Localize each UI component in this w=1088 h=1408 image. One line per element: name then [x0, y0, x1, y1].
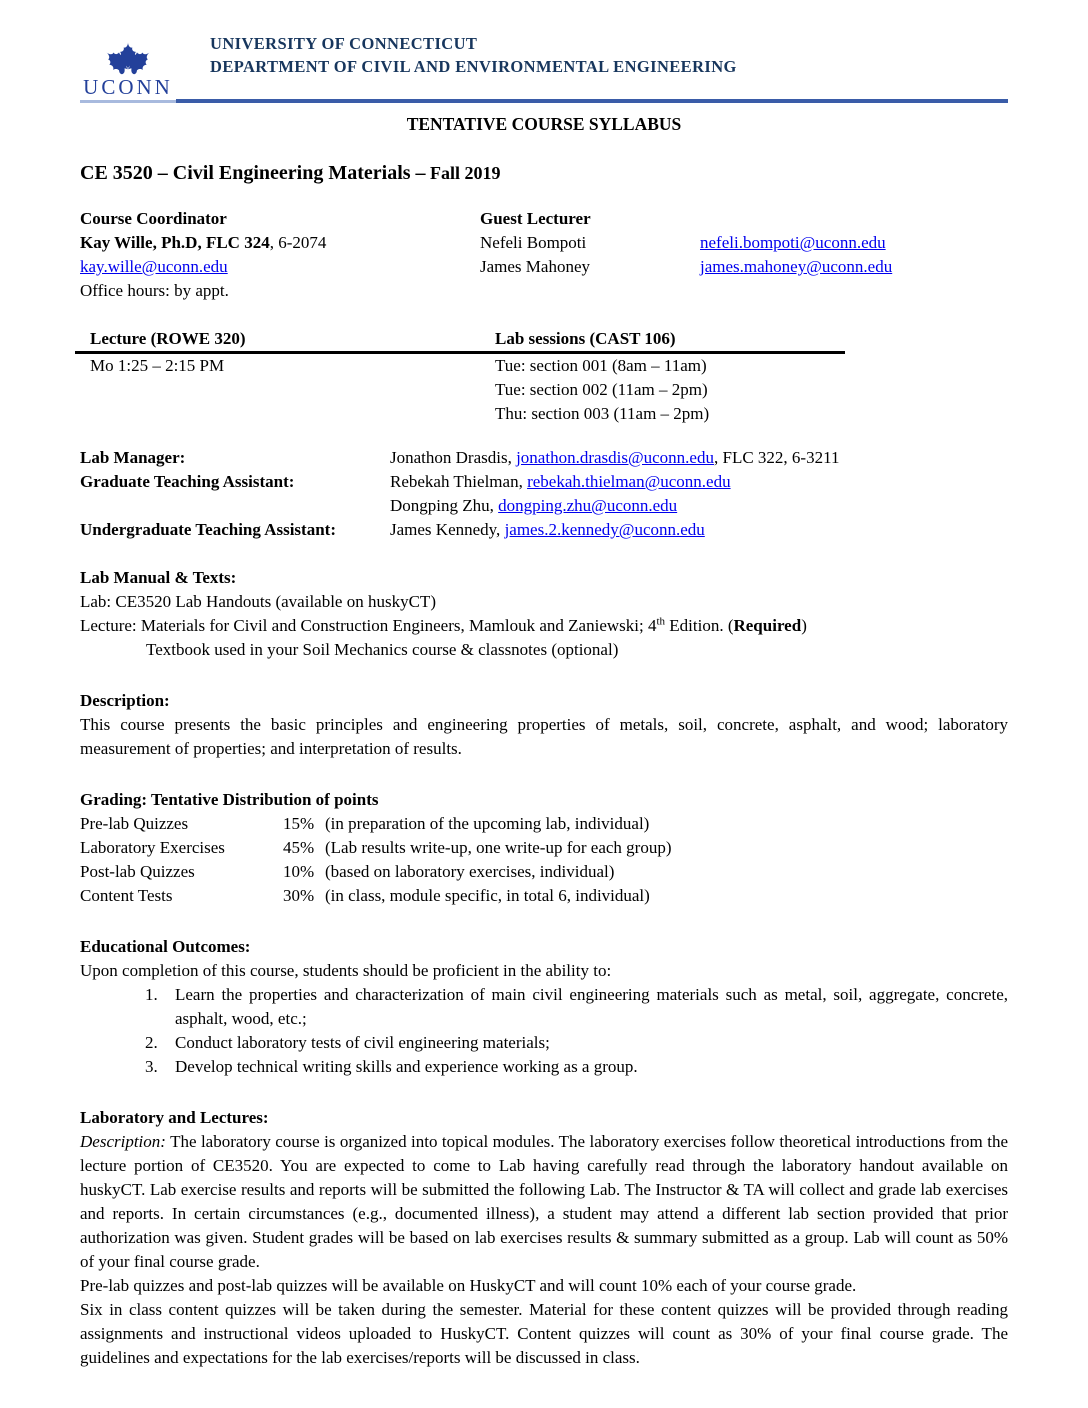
lab-manual-texts-section [80, 566, 1008, 662]
schedule-body-row [75, 354, 845, 426]
textbook-line: Textbook used in your Soil Mechanics course & classnotes (optional) [146, 640, 619, 659]
guest-name: Nefeli Bompoti [480, 233, 587, 252]
uconn-wordmark: UCONN [83, 75, 173, 99]
guest-email-link[interactable]: nefeli.bompoti@uconn.edu [700, 233, 886, 252]
description-label: Description: [80, 1132, 166, 1151]
lab-session: Tue: section 001 (8am – 11am) [495, 356, 707, 375]
department-name: DEPARTMENT OF CIVIL AND ENVIRONMENTAL ENGINEERING [210, 57, 737, 76]
schedule-table [75, 327, 845, 426]
document-title: TENTATIVE COURSE SYLLABUS [406, 114, 682, 134]
staff-email-link[interactable]: james.2.kennedy@uconn.edu [504, 520, 705, 539]
laboratory-paragraph-2: Pre-lab quizzes and post-lab quizzes will be available on HuskyCT and will count 10% each of your course grade. [80, 1276, 857, 1295]
outcome-item: 3. Develop technical writing skills and experience working as a group. [145, 1057, 638, 1076]
grading-row: Content Tests 30% (in class, module specific, in total 6, individual) [80, 886, 650, 905]
oak-leaf-icon [100, 24, 156, 78]
staff-row: Lab Manager: Jonathon Drasdis, jonathon.drasdis@uconn.edu, FLC 322, 6-3211 [80, 448, 840, 467]
staff-row: Dongping Zhu, dongping.zhu@uconn.edu [390, 496, 678, 515]
lab-handouts-line: Lab: CE3520 Lab Handouts (available on huskyCT) [80, 592, 436, 611]
lecture-text-line: Lecture: Materials for Civil and Construction Engineers, Mamlouk and Zaniewski; 4th Edition. (Required) [80, 615, 807, 635]
description-body: This course presents the basic principles and engineering properties of metals, soil, concrete, asphalt, and wood; laboratory measurement of properties; and interpretation of results. [80, 715, 1008, 758]
lab-session: Thu: section 003 (11am – 2pm) [495, 404, 710, 423]
grading-row: Pre-lab Quizzes 15% (in preparation of the upcoming lab, individual) [80, 814, 650, 833]
grading-row: Laboratory Exercises 45% (Lab results write-up, one write-up for each group) [80, 838, 672, 857]
header [80, 24, 1008, 98]
lecture-header: Lecture (ROWE 320) [90, 329, 246, 348]
section-heading: Description: [80, 691, 170, 710]
description-section [80, 689, 1008, 761]
staff-row: Graduate Teaching Assistant: Rebekah Thielman, rebekah.thielman@uconn.edu [80, 472, 731, 491]
staff-email-link[interactable]: dongping.zhu@uconn.edu [498, 496, 678, 515]
coordinator-heading: Course Coordinator [80, 209, 227, 228]
lab-sessions-header: Lab sessions (CAST 106) [495, 329, 676, 348]
coordinator-name: Kay Wille, Ph.D, FLC 324, 6-2074 [80, 233, 327, 252]
laboratory-paragraph-1: Description: The laboratory course is organized into topical modules. The laboratory exercises follow theoretical introductions from the lecture portion of CE3520. You are expected to come to Lab having carefully read through the laboratory handout available on huskyCT. Lab exercise results and reports will be submitted the following Lab. The Instructor & TA will collect and grade lab exercises and reports. In certain circumstances (e.g., documented illness), a student may attend a different lab section provided that prior authorization was given. Student grades will be based on lab exercises results & summary submitted as a group. Lab will count as 50% of your final course grade. [80, 1132, 1008, 1271]
outcomes-section [80, 935, 1008, 1079]
staff-email-link[interactable]: rebekah.thielman@uconn.edu [527, 472, 731, 491]
staff-email-link[interactable]: jonathon.drasdis@uconn.edu [516, 448, 714, 467]
staff-block [80, 446, 1008, 542]
contacts-block [80, 207, 1008, 303]
lab-session: Tue: section 002 (11am – 2pm) [495, 380, 708, 399]
schedule-header-row [75, 327, 845, 354]
uconn-logo [80, 24, 176, 98]
laboratory-paragraph-3: Six in class content quizzes will be taken during the semester. Material for these content quizzes will be provided through reading assignments and instructional videos uploaded to HuskyCT. Content quizzes will count as 30% of your final course grade. The guidelines and expectations for the lab exercises/reports will be discussed in class. [80, 1300, 1008, 1367]
guest-email-link[interactable]: james.mahoney@uconn.edu [700, 257, 893, 276]
staff-row: Undergraduate Teaching Assistant: James Kennedy, james.2.kennedy@uconn.edu [80, 520, 705, 539]
outcome-item: 2. Conduct laboratory tests of civil engineering materials; [145, 1033, 550, 1052]
laboratory-lectures-section [80, 1106, 1008, 1370]
lecture-time: Mo 1:25 – 2:15 PM [90, 356, 225, 375]
grading-section [80, 788, 1008, 908]
header-rule [80, 99, 1008, 103]
course-heading [80, 161, 1008, 186]
course-heading-term: Fall 2019 [425, 163, 501, 183]
lab-sessions-list [480, 354, 845, 426]
section-heading: Grading: Tentative Distribution of points [80, 790, 379, 809]
header-text [210, 24, 737, 78]
grading-row: Post-lab Quizzes 10% (based on laboratory exercises, individual) [80, 862, 615, 881]
guest-name: James Mahoney [480, 257, 591, 276]
section-heading: Laboratory and Lectures: [80, 1108, 269, 1127]
university-name: UNIVERSITY OF CONNECTICUT [210, 34, 478, 53]
section-heading: Lab Manual & Texts: [80, 568, 237, 587]
coordinator-email-link[interactable]: kay.wille@uconn.edu [80, 257, 228, 276]
guest-lecturer-heading: Guest Lecturer [480, 209, 591, 228]
outcome-item: 1. Learn the properties and characterization of main civil engineering materials such as metal, soil, aggregate, concrete, asphalt, wood, etc.; [145, 985, 1008, 1028]
section-heading: Educational Outcomes: [80, 937, 251, 956]
course-heading-main: CE 3520 – Civil Engineering Materials – [80, 162, 426, 184]
outcomes-intro: Upon completion of this course, students should be proficient in the ability to: [80, 961, 612, 980]
office-hours: Office hours: by appt. [80, 281, 229, 300]
